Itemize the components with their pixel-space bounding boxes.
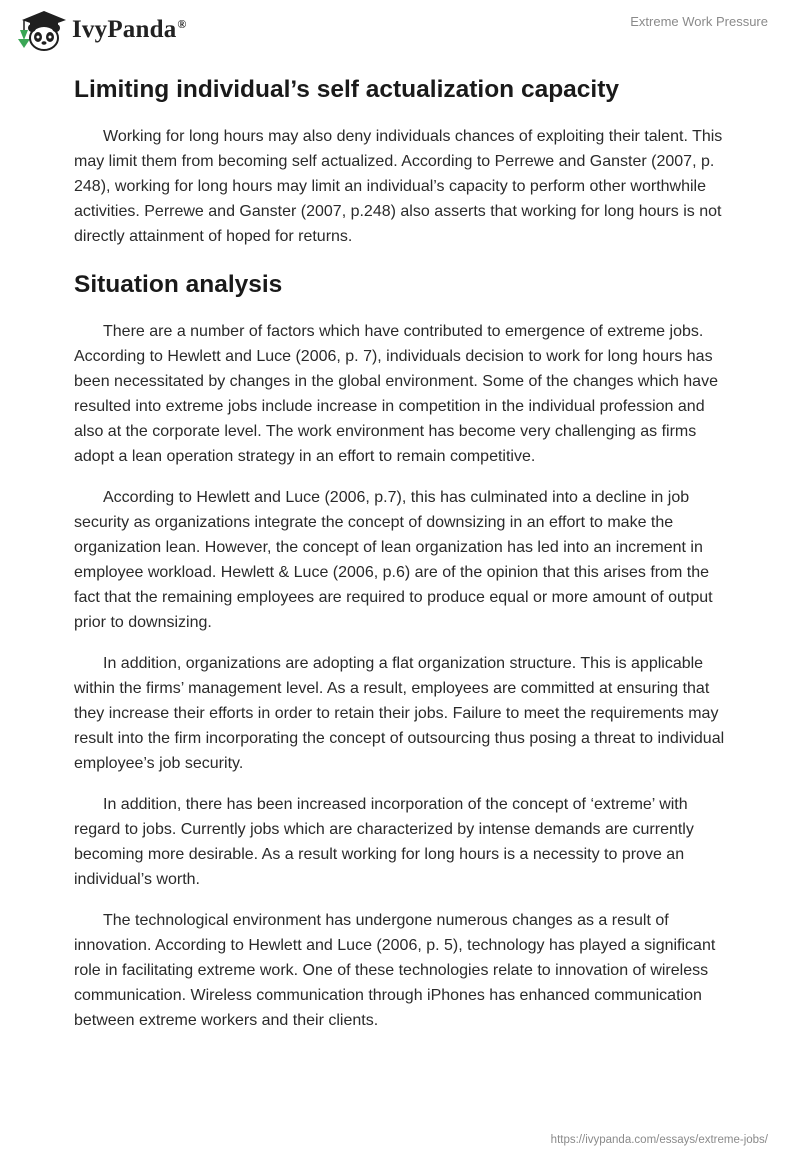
registered-mark: ® — [177, 17, 187, 31]
panda-graduate-icon — [14, 8, 66, 52]
document-title: Extreme Work Pressure — [630, 14, 768, 29]
section-heading-situation-analysis: Situation analysis — [74, 271, 283, 298]
brand-label: IvyPanda — [72, 16, 177, 43]
section-heading-self-actualization: Limiting individual’s self actualization capacity — [74, 76, 620, 103]
essay-content — [74, 70, 734, 1033]
brand-name — [72, 16, 187, 44]
paragraph: There are a number of factors which have contributed to emergence of extreme jobs. According to Hewlett and Luce (2006, p. 7), individuals decision to work for long hours has been necessitated by changes in the global environment. Some of the changes which have resulted into extreme jobs include increase in competition in the individual profession and also at the corporate level. The work environment has become very challenging as firms adopt a lean operation strategy in an effort to remain competitive. — [74, 323, 718, 465]
paragraph: In addition, organizations are adopting a flat organization structure. This is applicable within the firms’ management level. As a result, employees are committed at ensuring that they increase their efforts in order to retain their jobs. Failure to meet the requirements may result into the firm incorporating the concept of outsourcing thus posing a threat to individual employee’s job security. — [74, 655, 725, 772]
paragraph: In addition, there has been increased incorporation of the concept of ‘extreme’ with regard to jobs. Currently jobs which are characterized by intense demands are currently becoming more desirable. As a result working for long hours is a necessity to prove an individual’s worth. — [74, 796, 694, 888]
ivypanda-logo[interactable] — [14, 8, 187, 52]
page-header — [0, 0, 800, 60]
paragraph: Working for long hours may also deny individuals chances of exploiting their talent. This may limit them from becoming self actualized. According to Perrewe and Ganster (2007, p. 248), working for long hours may limit an individual’s capacity to perform other worthwhile activities. Perrewe and Ganster (2007, p.248) also asserts that working for long hours is not directly attainment of hoped for returns. — [74, 128, 723, 245]
paragraph: The technological environment has undergone numerous changes as a result of innovation. According to Hewlett and Luce (2006, p. 5), technology has played a significant role in facilitating extreme work. One of these technologies relate to innovation of wireless communication. Wireless communication through iPhones has enhanced communication between extreme workers and their clients. — [74, 912, 716, 1029]
source-url[interactable]: https://ivypanda.com/essays/extreme-jobs/ — [550, 1134, 768, 1146]
paragraph: According to Hewlett and Luce (2006, p.7), this has culminated into a decline in job security as organizations integrate the concept of downsizing in an effort to make the organization lean. However, the concept of lean organization has led into an increment in employee workload. Hewlett & Luce (2006, p.6) are of the opinion that this arises from the fact that the remaining employees are required to produce equal or more amount of output prior to downsizing. — [74, 489, 713, 631]
